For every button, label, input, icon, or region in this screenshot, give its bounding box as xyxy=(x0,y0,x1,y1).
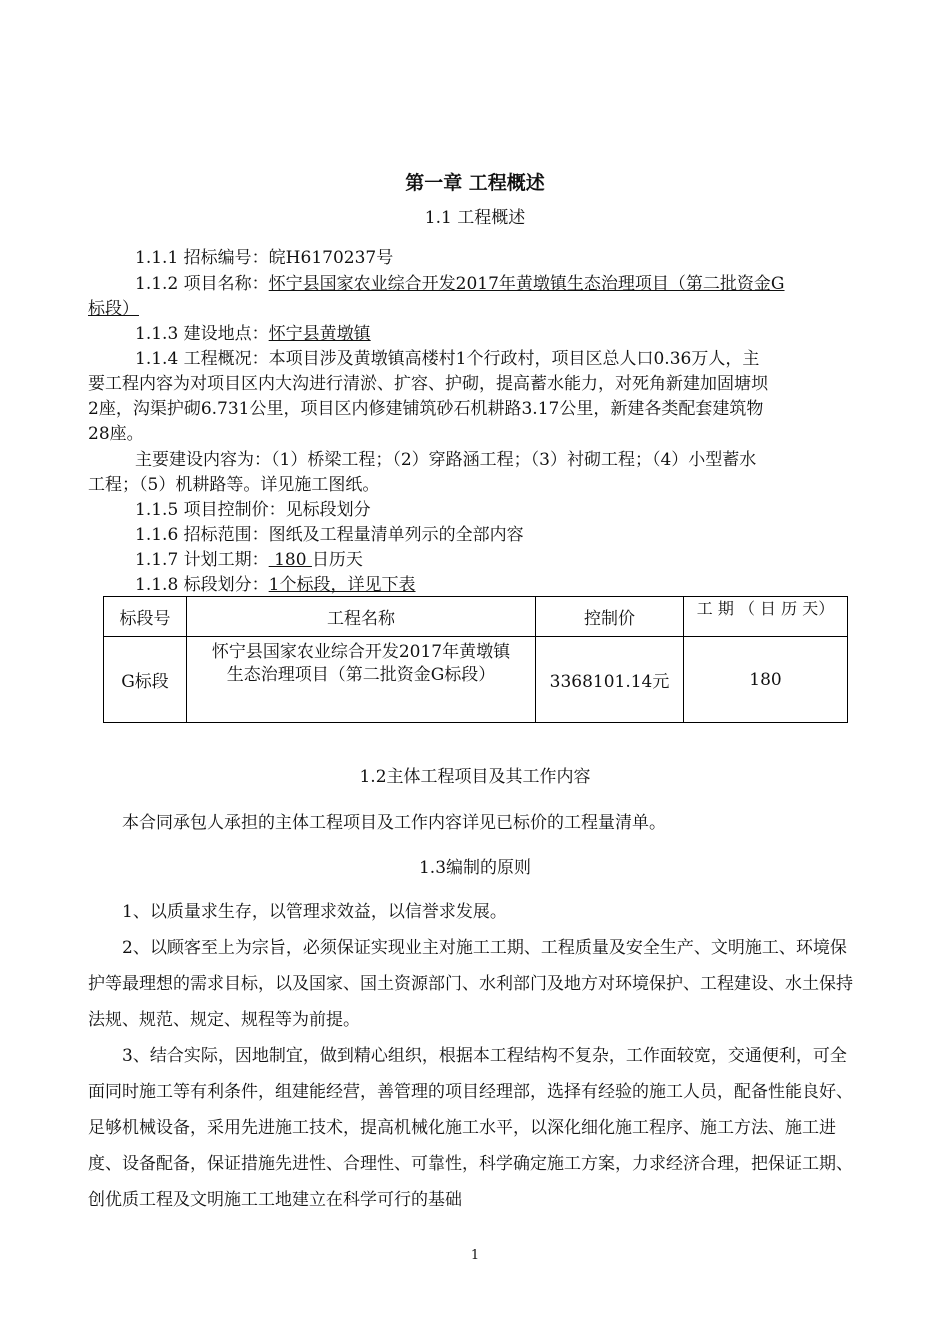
table-header-cell: 控制价 xyxy=(536,597,684,637)
item-1-1-7-label: 1.1.7 计划工期： xyxy=(135,550,269,570)
item-1-1-2 xyxy=(135,272,785,296)
item-1-1-1-value: 皖H6170237号 xyxy=(268,248,394,268)
table-cell-segment: G标段 xyxy=(104,637,187,723)
main-content-line1: 主要建设内容为：（1）桥梁工程；（2）穿路涵工程；（3）衬砌工程；（4）小型蓄水 xyxy=(135,450,757,470)
section-1-2-text: 本合同承包人承担的主体工程项目及工作内容详见已标价的工程量清单。 xyxy=(122,813,666,833)
table-header-row xyxy=(104,597,848,637)
principle-1-text: 1、以质量求生存，以管理求效益，以信誉求发展。 xyxy=(122,902,507,922)
table-header-cell xyxy=(684,597,848,637)
item-1-1-8 xyxy=(135,573,416,597)
item-1-1-8-label: 1.1.8 标段划分： xyxy=(135,575,269,595)
item-1-1-3 xyxy=(135,322,371,346)
item-1-1-4-line4: 28座。 xyxy=(88,424,144,444)
main-content-line2: 工程；（5）机耕路等。详见施工图纸。 xyxy=(88,475,380,495)
item-1-1-6: 1.1.6 招标范围：图纸及工程量清单列示的全部内容 xyxy=(135,525,524,545)
principle-3 xyxy=(88,1038,863,1254)
section-1-1-heading: 1.1 工程概述 xyxy=(424,208,526,228)
chapter-title: 第一章 工程概述 xyxy=(405,172,545,194)
segment-table xyxy=(103,596,848,723)
table-row xyxy=(104,637,848,723)
principle-1 xyxy=(88,894,863,930)
item-1-1-7 xyxy=(135,548,363,572)
principle-2 xyxy=(88,930,863,1038)
item-1-1-5: 1.1.5 项目控制价：见标段划分 xyxy=(135,500,371,520)
item-1-1-8-value: 1个标段，详见下表 xyxy=(268,575,416,595)
item-1-1-1-label: 1.1.1 招标编号： xyxy=(135,248,269,268)
item-1-1-1 xyxy=(135,246,393,270)
item-1-1-4-line2: 要工程内容为对项目区内大沟进行清淤、扩容、护砌，提高蓄水能力，对死角新建加固塘坝 xyxy=(88,374,768,394)
table-cell-price: 3368101.14元 xyxy=(536,637,684,723)
item-1-1-4-line1: 1.1.4 工程概况：本项目涉及黄墩镇高楼村1个行政村，项目区总人口0.36万人，主 xyxy=(135,349,760,369)
table-header-cell: 标段号 xyxy=(104,597,187,637)
page-number: 1 xyxy=(470,1248,480,1263)
item-1-1-3-value: 怀宁县黄墩镇 xyxy=(268,324,371,344)
principle-3-text: 3、结合实际，因地制宜，做到精心组织，根据本工程结构不复杂，工作面较宽，交通便利，可全面同时施工等有利条件，组建能经营，善管理的项目经理部，选择有经验的施工人员，配备性能良好、足够机械设备，采用先进施工技术，提高机械化施工水平，以深化细化施工程序、施工方法、施工进度、设备配备，保证措施先进性、合理性、可靠性，科学确定施工方案，力求经济合理，把保证工期、创优质工程及文明施工工地建立在科学可行的基础 xyxy=(88,1046,853,1210)
principle-2-text: 2、以顾客至上为宗旨，必须保证实现业主对施工工期、工程质量及安全生产、文明施工、环境保护等最理想的需求目标，以及国家、国土资源部门、水利部门及地方对环境保护、工程建设、水土保持法规、规范、规定、规程等为前提。 xyxy=(88,938,853,1030)
item-1-1-3-label: 1.1.3 建设地点： xyxy=(135,324,269,344)
item-1-1-7-value: 180 xyxy=(268,550,312,570)
item-1-1-2-label: 1.1.2 项目名称： xyxy=(135,274,269,294)
section-1-3-heading: 1.3编制的原则 xyxy=(418,858,532,878)
item-1-1-2-value: 怀宁县国家农业综合开发2017年黄墩镇生态治理项目（第二批资金G xyxy=(268,274,785,294)
item-1-1-4-line3: 2座，沟渠护砌6.731公里，项目区内修建铺筑砂石机耕路3.17公里，新建各类配套建筑物 xyxy=(88,399,764,419)
table-cell-name xyxy=(187,637,536,723)
table-cell-duration: 180 xyxy=(684,637,848,723)
table-header-cell: 工程名称 xyxy=(187,597,536,637)
table-cell-name-line2: 生态治理项目（第二批资金G标段） xyxy=(226,665,496,685)
table-cell-name-line1: 怀宁县国家农业综合开发2017年黄墩镇 xyxy=(211,642,511,662)
item-1-1-2-value-cont: 标段） xyxy=(88,299,139,319)
section-1-2-heading: 1.2主体工程项目及其工作内容 xyxy=(359,767,591,787)
duration-header-text: 工 期 （ 日 历 天） xyxy=(696,599,835,618)
item-1-1-7-unit: 日历天 xyxy=(311,550,363,570)
